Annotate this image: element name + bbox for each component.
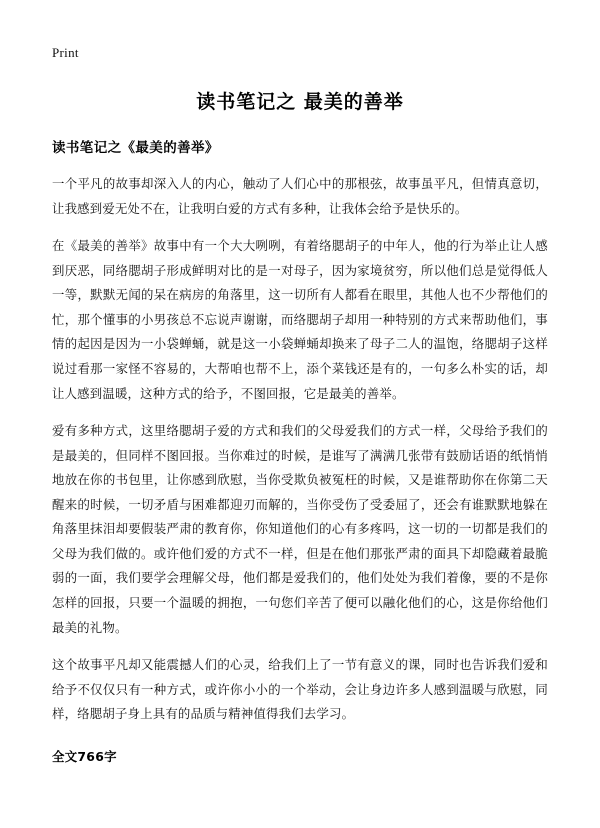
paragraph-2: 在《最美的善举》故事中有一个大大咧咧，有着络腮胡子的中年人，他的行为举止让人感到厌恶，同络腮胡子形成鲜明对比的是一对母子，因为家境贫穷，所以他们总是觉得低人一等，默默无闻的呆在病房的角落里，这一切所有人都看在眼里，其他人也不少帮他们的忙，那个懂事的小男孩总不忘说声谢谢，而络腮胡子却用一种特别的方式来帮助他们，事情的起因是因为一小袋蝉蛹，就是这一小袋蝉蛹却换来了母子二人的温饱，络腮胡子这样说过看那一家怪不容易的，大帮咱也帮不上，添个菜钱还是有的，一句多么朴实的话，却让人感到温暖，这种方式的给予，不图回报，它是最美的善举。 xyxy=(52,238,548,401)
paragraph-3: 爱有多种方式，这里络腮胡子爱的方式和我们的父母爱我们的方式一样，父母给予我们的是最美的，但同样不图回报。当你难过的时候，是谁写了满满几张带有鼓励话语的纸悄悄地放在你的书包里，让你感到欣慰，当你受欺负被冤枉的时候，又是谁帮助你在你第二天醒来的时候，一切矛盾与困难都迎刃而解的，当你受伤了受委屈了，还会有谁默默地躲在角落里抹泪却要假装严肃的教育你，你知道他们的心有多疼吗，这一切的一切都是我们的父母为我们做的。或许他们爱的方式不一样，但是在他们那张严肃的面具下却隐藏着最脆弱的一面，我们要学会理解父母，他们都是爱我们的，他们处处为我们着像，要的不是你怎样的回报，只要一个温暖的拥抱，一句您们辛苦了便可以融化他们的心，这是你给他们最美的礼物。 xyxy=(52,423,548,635)
page-title: 读书笔记之 最美的善举 xyxy=(196,91,404,113)
print-button[interactable]: Print xyxy=(52,45,79,60)
word-count-label: 全文766字 xyxy=(52,748,117,764)
paragraph-4: 这个故事平凡却又能震撼人们的心灵，给我们上了一节有意义的课，同时也告诉我们爱和给予不仅仅只有一种方式，或许你小小的一个举动，会让身边许多人感到温暖与欣慰，同样，络腮胡子身上具有的品质与精神值得我们去学习。 xyxy=(52,657,548,722)
paragraph-1: 一个平凡的故事却深入人的内心，触动了人们心中的那根弦，故事虽平凡，但情真意切，让我感到爱无处不在，让我明白爱的方式有多种，让我体会给予是快乐的。 xyxy=(52,176,548,216)
document-subtitle: 读书笔记之《最美的善举》 xyxy=(52,140,219,156)
